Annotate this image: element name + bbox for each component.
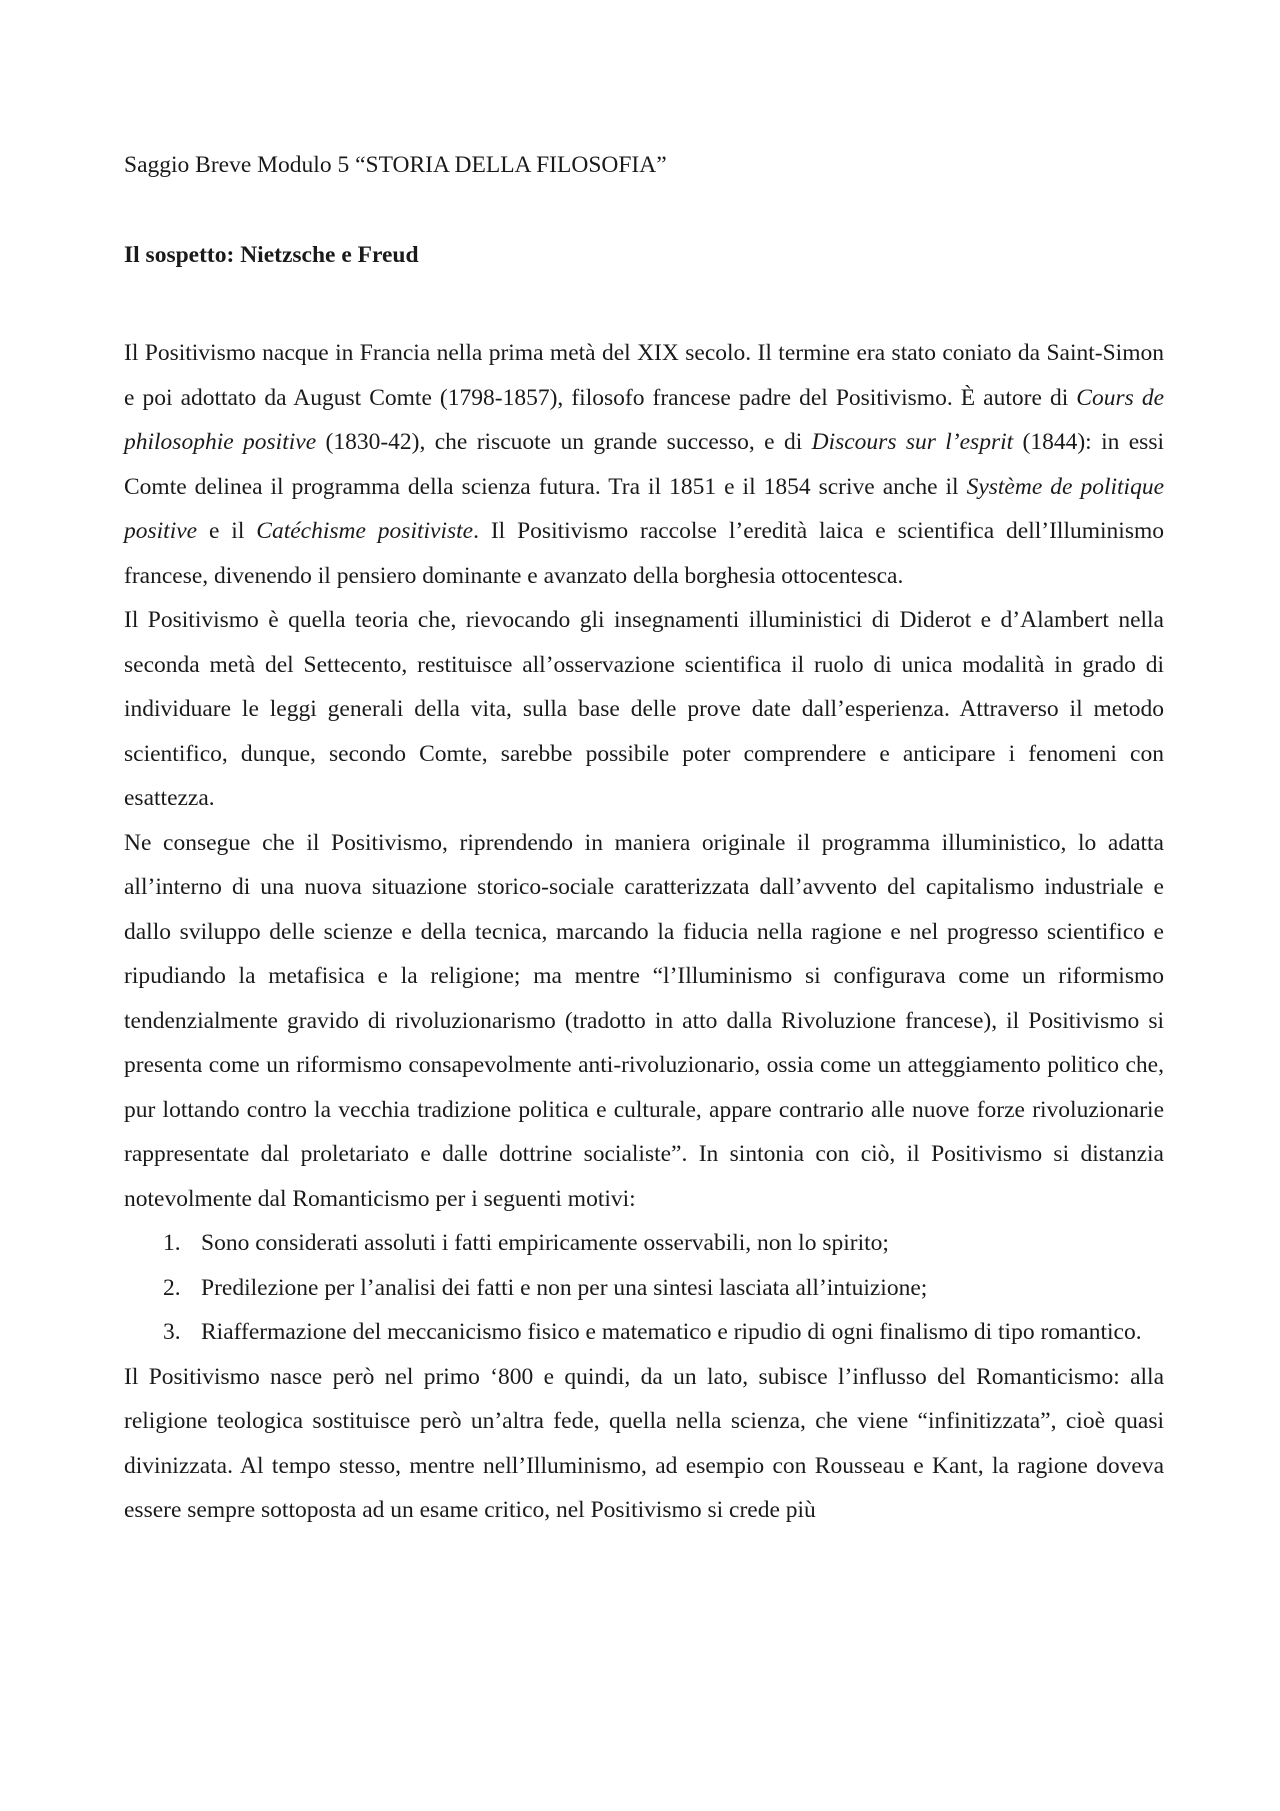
document-page (124, 148, 1164, 1533)
list-item: Riaffermazione del meccanicismo fisico e matematico e ripudio di ogni finalismo di tipo romantico. (201, 1319, 1142, 1345)
paragraph-1-part-a: Il Positivismo nacque in Francia nella prima metà del XIX secolo. Il termine era stato coniato da Saint-Simon e poi adottato da August Comte (1798-1857), filosofo francese padre del Positivismo. È autore di (124, 340, 1164, 411)
work-title-cours: Cours de philosophie positive (124, 384, 1164, 455)
work-title-discours: Discours sur l’esprit (811, 429, 1014, 455)
paragraph-1-part-b: (1830-42), che riscuote un grande successo, e di (316, 429, 812, 455)
paragraph-1 (124, 331, 1164, 598)
list-item: Predilezione per l’analisi dei fatti e non per una sintesi lasciata all’intuizione; (201, 1274, 928, 1301)
work-title-systeme: Système de politique positive (124, 473, 1164, 544)
document-header: Saggio Breve Modulo 5 “STORIA DELLA FILOSOFIA” (124, 152, 667, 178)
paragraph-1-part-e: . Il Positivismo raccolse l’eredità laica e scientifica dell’Illuminismo francese, divenendo il pensiero dominante e avanzato della borghesia ottocentesca. (124, 518, 1164, 589)
essay-body (124, 331, 1164, 1533)
paragraph-1-part-c: (1844): in essi Comte delinea il programma della scienza futura. Tra il 1851 e il 1854 scrive anche il (124, 429, 1164, 500)
work-title-catechisme: Catéchisme positiviste (256, 518, 474, 544)
essay-title: Il sospetto: Nietzsche e Freud (124, 242, 419, 268)
reasons-list (124, 1221, 1164, 1355)
paragraph-3: Ne consegue che il Positivismo, riprendendo in maniera originale il programma illuministico, lo adatta all’interno di una nuova situazione storico-sociale caratterizzata dall’avvento del capitalismo industriale e dallo sviluppo delle scienze e della tecnica, marcando la fiducia nella ragione e nel progresso scientifico e ripudiando la metafisica e la religione; ma mentre “l’Illuminismo si configurava come un riformismo tendenzialmente gravido di rivoluzionarismo (tradotto in atto dalla Rivoluzione francese), il Positivismo si presenta come un riformismo consapevolmente anti-rivoluzionario, ossia come un atteggiamento politico che, pur lottando contro la vecchia tradizione politica e culturale, appare contrario alle nuove forze rivoluzionarie rappresentate dal proletariato e dalle dottrine socialiste”. In sintonia con ciò, il Positivismo si distanzia notevolmente dal Romanticismo per i seguenti motivi: (124, 829, 1164, 1212)
paragraph-1-part-d: e il (197, 518, 257, 544)
list-item: Sono considerati assoluti i fatti empiricamente osservabili, non lo spirito; (201, 1230, 889, 1256)
paragraph-2: Il Positivismo è quella teoria che, rievocando gli insegnamenti illuministici di Diderot e d’Alambert nella seconda metà del Settecento, restituisce all’osservazione scientifica il ruolo di unica modalità in grado di individuare le leggi generali della vita, sulla base delle prove date dall’esperienza. Attraverso il metodo scientifico, dunque, secondo Comte, sarebbe possibile poter comprendere e anticipare i fenomeni con esattezza. (124, 607, 1164, 811)
paragraph-4: Il Positivismo nasce però nel primo ‘800 e quindi, da un lato, subisce l’influsso del Romanticismo: alla religione teologica sostituisce però un’altra fede, quella nella scienza, che viene “infinitizzata”, cioè quasi divinizzata. Al tempo stesso, mentre nell’Illuminismo, ad esempio con Rousseau e Kant, la ragione doveva essere sempre sottoposta ad un esame critico, nel Positivismo si crede più (124, 1363, 1164, 1523)
